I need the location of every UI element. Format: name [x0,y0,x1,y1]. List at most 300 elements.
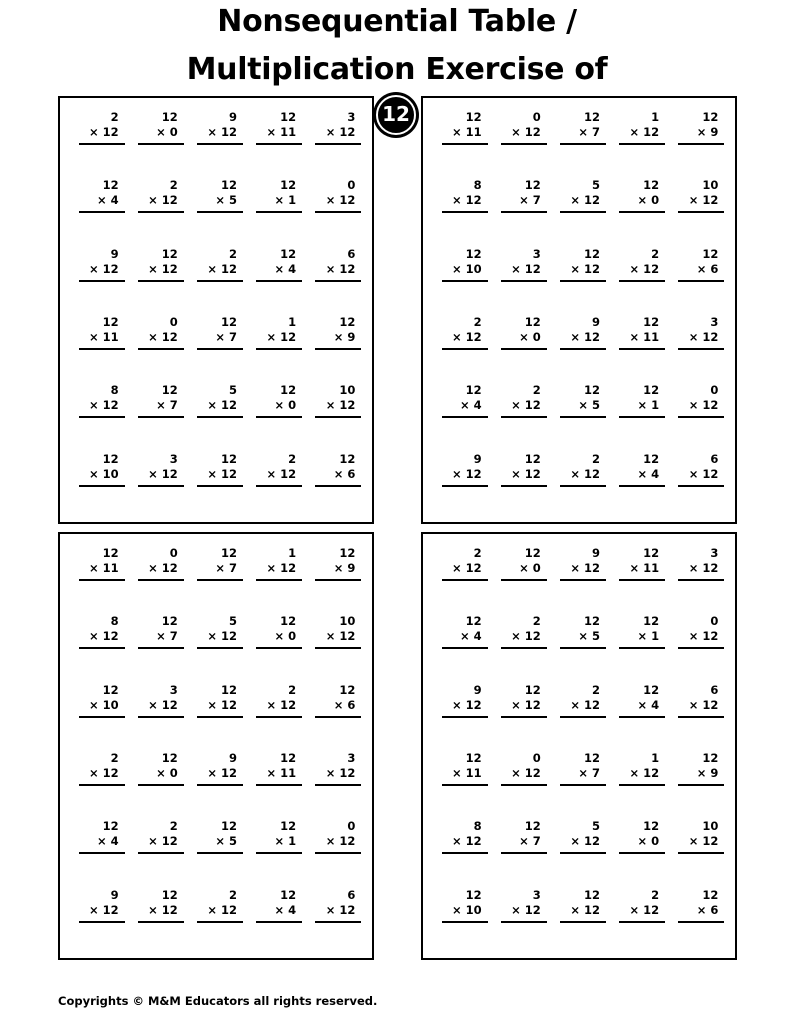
multiplier: 11 [465,766,482,780]
multiplier-row [560,561,606,576]
multiplication-problem [553,612,612,680]
answer-line [315,784,361,786]
times-sign: × [207,261,217,276]
multiplier-row [79,698,125,713]
multiplier: 6 [347,466,356,481]
multiplier: 12 [339,261,356,276]
answer-line [315,416,361,418]
multiplication-problem [250,313,309,381]
times-sign: × [88,125,99,139]
problem-body [678,683,724,718]
multiplicand: 2 [228,246,237,261]
multiplier: 12 [465,193,482,208]
problem-body [442,315,488,350]
multiplier: 10 [102,697,119,712]
answer-line [501,348,547,350]
multiplier-row [442,330,488,345]
times-sign: × [325,125,336,139]
answer-line [442,348,488,350]
problem-body [256,683,302,718]
multiplication-problem [435,749,494,817]
multiplicand: 9 [228,751,237,765]
answer-line [501,211,547,213]
multiplier-row [560,903,606,918]
multiplication-problem [72,544,131,612]
problem-body [256,614,302,649]
multiplicand: 9 [110,887,119,902]
problem-body [79,110,125,145]
multiplicand: 2 [532,383,541,398]
problem-body [79,888,125,923]
answer-line [315,579,361,581]
answer-line [315,348,361,350]
answer-line [197,348,243,350]
times-sign: × [451,766,462,780]
problem-grid [435,544,731,954]
multiplication-problem [72,381,131,449]
answer-line [442,579,488,581]
multiplicand: 2 [473,546,482,560]
times-sign: × [578,398,588,413]
problem-body [619,110,665,145]
multiplier: 0 [651,834,660,849]
page-title-line-1: Nonsequential Table / [217,4,577,39]
multiplier-row [678,834,724,849]
multiplier: 6 [710,261,719,276]
answer-line [197,852,243,854]
multiplier-row [138,903,184,918]
answer-line [197,211,243,213]
times-sign: × [629,330,640,344]
times-sign: × [325,902,336,917]
answer-line [442,852,488,854]
multiplication-problem [131,313,190,381]
multiplier: 7 [169,629,178,644]
multiplicand: 3 [532,246,541,261]
multiplicand: 5 [228,614,237,629]
multiplication-problem [131,817,190,885]
multiplier: 12 [161,561,178,575]
multiplication-problem [613,749,672,817]
times-sign: × [148,261,158,276]
problem-body [315,315,361,350]
multiplication-problem [190,749,249,817]
multiplication-problem [553,681,612,749]
multiplier: 12 [524,125,541,139]
problem-body [197,546,243,581]
multiplier-row [256,561,302,576]
multiplication-problem [131,381,190,449]
multiplicand: 2 [169,178,178,193]
multiplier-row [560,698,606,713]
multiplication-problem [309,544,368,612]
multiplication-problem [435,817,494,885]
problem-body [197,178,243,213]
multiplier: 12 [220,261,237,276]
multiplication-problem [131,450,190,518]
multiplier-row [560,125,606,140]
multiplication-problem [72,108,131,176]
multiplier: 12 [220,398,237,413]
multiplicand: 10 [339,383,356,398]
multiplier: 4 [473,629,482,644]
multiplier-row [138,193,184,208]
problem-body [619,315,665,350]
multiplier: 12 [465,834,482,849]
answer-line [138,579,184,581]
problem-body [560,819,606,854]
problem-body [442,683,488,718]
multiplier: 12 [161,261,178,276]
times-sign: × [88,902,99,917]
problem-body [197,888,243,923]
answer-line [197,416,243,418]
times-sign: × [637,466,648,481]
multiplicand: 1 [651,110,660,124]
times-sign: × [88,629,99,644]
times-sign: × [325,261,336,276]
times-sign: × [570,330,580,344]
answer-line [442,921,488,923]
times-sign: × [156,629,166,644]
times-sign: × [156,398,166,413]
multiplier-row [256,766,302,781]
multiplier-row [197,262,243,277]
times-sign: × [215,561,225,575]
multiplier-row [678,766,724,781]
problem-body [79,452,125,487]
problem-body [256,819,302,854]
problem-body [138,546,184,581]
multiplicand: 12 [583,246,600,261]
multiplier: 4 [473,398,482,413]
times-sign: × [451,125,462,139]
multiplier: 0 [169,766,178,780]
multiplication-problem [72,313,131,381]
multiplier-row [560,262,606,277]
multiplication-problem [553,108,612,176]
multiplier-row [256,262,302,277]
multiplier-row [501,125,547,140]
answer-line [256,416,302,418]
times-sign: × [451,330,462,344]
multiplication-problem [250,245,309,313]
multiplicand: 0 [532,751,541,765]
multiplication-problem [190,612,249,680]
answer-line [560,348,606,350]
times-sign: × [511,125,521,139]
multiplication-problem [190,108,249,176]
problem-body [619,383,665,418]
multiplier: 11 [280,766,297,780]
multiplicand: 2 [110,751,119,765]
multiplication-problem [131,245,190,313]
multiplication-problem [672,450,731,518]
multiplication-problem [435,886,494,954]
times-sign: × [96,834,107,849]
multiplier: 0 [532,561,541,575]
multiplier-row [315,903,361,918]
multiplicand: 12 [102,451,119,466]
answer-line [678,852,724,854]
answer-line [619,348,665,350]
times-sign: × [325,629,336,644]
multiplication-problem [613,108,672,176]
problem-body [619,614,665,649]
answer-line [619,579,665,581]
answer-line [256,280,302,282]
multiplier: 12 [465,697,482,712]
multiplier: 12 [643,902,660,917]
times-sign: × [274,834,285,849]
multiplicand: 12 [583,614,600,629]
multiplication-problem [553,886,612,954]
times-sign: × [88,697,99,712]
multiplier: 12 [280,330,297,344]
multiplier-row [197,398,243,413]
times-sign: × [511,902,521,917]
multiplier-row [315,262,361,277]
problem-body [315,110,361,145]
multiplier-row [442,262,488,277]
problem-body [442,383,488,418]
multiplier-row [501,561,547,576]
problem-body [560,315,606,350]
multiplication-problem [72,176,131,244]
answer-line [619,280,665,282]
multiplier: 9 [710,125,719,139]
multiplier-row [619,834,665,849]
multiplier: 11 [465,125,482,139]
multiplier: 0 [288,398,297,413]
answer-line [501,416,547,418]
multiplication-problem [613,450,672,518]
multiplication-problem [435,313,494,381]
times-sign: × [451,193,462,208]
multiplicand: 12 [280,178,297,193]
answer-line [678,485,724,487]
multiplier-row [501,766,547,781]
multiplicand: 12 [643,682,660,697]
multiplicand: 12 [161,383,178,398]
multiplier-row [79,834,125,849]
multiplier-row [678,193,724,208]
multiplication-problem [72,450,131,518]
multiplication-problem [131,176,190,244]
problem-body [315,546,361,581]
problem-body [315,452,361,487]
multiplier-row [315,330,361,345]
multiplicand: 12 [465,887,482,902]
multiplication-problem [553,313,612,381]
times-sign: × [148,697,158,712]
answer-line [256,647,302,649]
multiplicand: 12 [465,246,482,261]
multiplier: 0 [651,193,660,208]
problem-body [315,751,361,786]
answer-line [619,211,665,213]
answer-line [79,416,125,418]
multiplicand: 0 [710,383,719,398]
multiplicand: 12 [339,451,356,466]
multiplier-row [442,903,488,918]
times-sign: × [696,261,707,276]
multiplier-row [138,398,184,413]
multiplier-row [442,193,488,208]
multiplier-row [442,698,488,713]
problem-body [678,614,724,649]
answer-line [442,784,488,786]
problem-body [138,888,184,923]
problem-body [79,178,125,213]
multiplier-row [678,698,724,713]
multiplicand: 8 [473,819,482,834]
multiplication-problem [190,245,249,313]
answer-line [678,348,724,350]
multiplier-row [678,629,724,644]
times-sign: × [274,261,285,276]
multiplier: 5 [591,398,600,413]
multiplier: 12 [702,561,719,575]
multiplicand: 0 [347,819,356,834]
multiplicand: 8 [110,614,119,629]
multiplication-problem [435,450,494,518]
multiplication-problem [309,817,368,885]
answer-line [619,485,665,487]
multiplier: 12 [702,466,719,481]
times-sign: × [207,629,217,644]
multiplier: 12 [339,398,356,413]
answer-line [197,647,243,649]
multiplier: 11 [643,330,660,344]
problem-body [501,110,547,145]
multiplier-row [442,629,488,644]
multiplication-problem [613,817,672,885]
multiplicand: 9 [591,546,600,560]
multiplication-problem [250,886,309,954]
multiplier: 11 [280,125,297,139]
problem-body [501,178,547,213]
answer-line [138,143,184,145]
multiplier: 10 [102,466,119,481]
times-sign: × [696,766,707,780]
answer-line [560,485,606,487]
multiplier-row [315,467,361,482]
multiplier: 12 [161,697,178,712]
times-sign: × [325,766,336,780]
multiplication-problem [309,245,368,313]
multiplicand: 12 [643,546,660,560]
multiplier: 7 [532,193,541,208]
multiplicand: 12 [102,178,119,193]
multiplier: 11 [102,330,119,344]
table-number-badge [373,92,419,138]
multiplicand: 3 [169,451,178,466]
multiplier: 12 [220,125,237,139]
times-sign: × [637,193,648,208]
multiplier: 12 [102,902,119,917]
multiplicand: 6 [347,246,356,261]
times-sign: × [451,466,462,481]
multiplication-problem [250,817,309,885]
answer-line [79,348,125,350]
multiplier: 12 [524,466,541,481]
problem-body [501,452,547,487]
multiplicand: 12 [643,451,660,466]
multiplication-problem [494,681,553,749]
multiplier-row [197,330,243,345]
multiplicand: 0 [169,315,178,329]
multiplication-problem [190,313,249,381]
multiplier-row [197,698,243,713]
times-sign: × [266,466,277,481]
multiplier-row [197,561,243,576]
times-sign: × [451,902,462,917]
answer-line [197,485,243,487]
answer-line [501,280,547,282]
problem-body [442,614,488,649]
problem-body [678,383,724,418]
times-sign: × [570,697,580,712]
multiplication-problem [190,886,249,954]
times-sign: × [511,261,521,276]
multiplicand: 0 [347,178,356,193]
multiplier-row [442,834,488,849]
problem-body [501,315,547,350]
multiplier-row [79,125,125,140]
multiplicand: 12 [161,614,178,629]
problem-body [197,819,243,854]
worksheet-panel-bottom-left [58,532,374,960]
times-sign: × [688,561,699,575]
multiplication-problem [613,176,672,244]
answer-line [442,211,488,213]
multiplicand: 12 [643,383,660,398]
multiplication-problem [309,381,368,449]
multiplier-row [197,125,243,140]
multiplier: 12 [339,629,356,644]
worksheet-panel-top-left [58,96,374,524]
multiplier: 12 [702,834,719,849]
answer-line [315,647,361,649]
problem-body [256,452,302,487]
problem-body [501,888,547,923]
multiplication-problem [613,245,672,313]
multiplication-problem [613,544,672,612]
problem-body [138,614,184,649]
multiplication-problem [613,886,672,954]
problem-body [678,247,724,282]
multiplier: 9 [347,561,356,575]
times-sign: × [511,629,521,644]
multiplicand: 2 [473,315,482,329]
multiplication-problem [309,681,368,749]
times-sign: × [148,330,158,344]
multiplier-row [79,766,125,781]
answer-line [256,852,302,854]
answer-line [138,211,184,213]
copyright-footer: Copyrights © M&M Educators all rights reserved. [58,994,378,1008]
multiplication-problem [309,108,368,176]
multiplicand: 12 [702,246,719,261]
multiplier: 12 [339,125,356,139]
multiplier-row [619,330,665,345]
multiplication-problem [494,313,553,381]
answer-line [501,784,547,786]
multiplication-problem [672,544,731,612]
times-sign: × [570,834,580,849]
multiplication-problem [494,612,553,680]
